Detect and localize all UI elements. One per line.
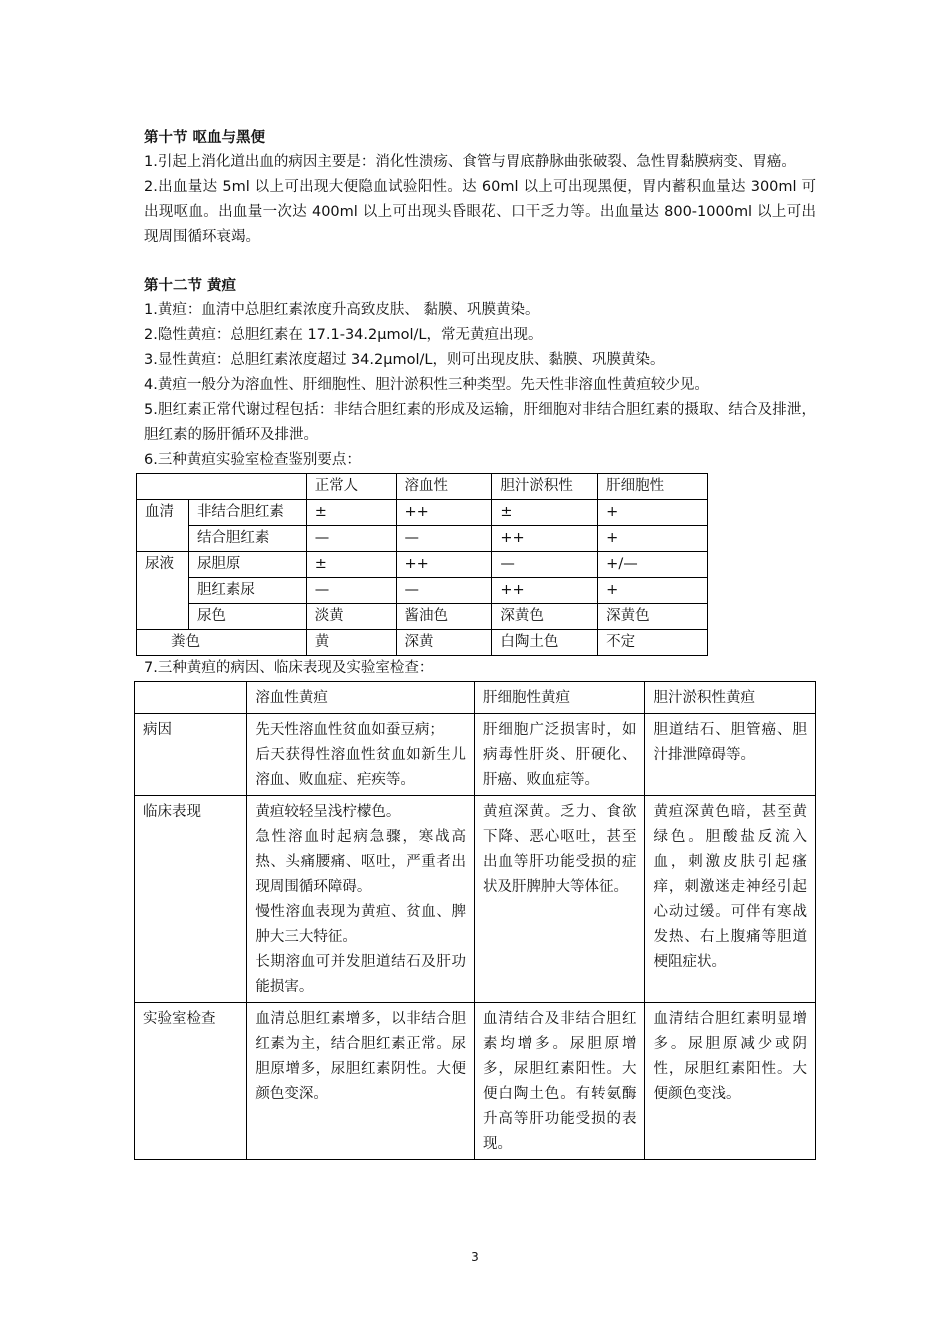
table-row bbox=[137, 630, 708, 656]
table-cell: 黄 bbox=[306, 630, 396, 656]
table-cell bbox=[247, 796, 475, 1003]
table-cell: 酱油色 bbox=[396, 604, 492, 630]
cell-line: 黄疸深黄。乏力、食欲下降、恶心呕吐，甚至出血等肝功能受损的症状及肝脾肿大等体征。 bbox=[482, 804, 637, 895]
table-header-cell: 肝细胞性 bbox=[598, 474, 708, 500]
table-cell: — bbox=[306, 526, 396, 552]
cell-line: 黄疸深黄色暗，甚至黄绿色。胆酸盐反流入血，刺激皮肤引起瘙痒，刺激迷走神经引起心动过缓。可伴有寒战发热、右上腹痛等胆道梗阻症状。 bbox=[653, 804, 807, 970]
list-item: 1.黄疸：血清中总胆红素浓度升高致皮肤、 黏膜、巩膜黄染。 bbox=[144, 302, 540, 318]
row-label: 胆红素尿 bbox=[188, 578, 306, 604]
table-row bbox=[137, 578, 708, 604]
cell-line: 血清总胆红素增多，以非结合胆红素为主，结合胆红素正常。尿胆原增多，尿胆红素阴性。大便颜色变深。 bbox=[255, 1011, 466, 1102]
table-cell bbox=[645, 714, 816, 796]
table-row bbox=[137, 500, 708, 526]
table-corner-cell bbox=[135, 682, 247, 714]
table-row bbox=[135, 1003, 816, 1160]
section-heading-12: 第十二节 黄疸 bbox=[144, 278, 237, 294]
row-label: 病因 bbox=[135, 714, 247, 796]
table-cell bbox=[645, 796, 816, 1003]
table-cell: ± bbox=[306, 552, 396, 578]
jaundice-types-table bbox=[134, 681, 816, 1160]
table-cell: +/— bbox=[598, 552, 708, 578]
section-heading-10: 第十节 呕血与黑便 bbox=[144, 130, 266, 146]
cell-line: 慢性溶血表现为黄疸、贫血、脾肿大三大特征。 bbox=[255, 904, 466, 945]
table-row bbox=[137, 604, 708, 630]
table-header-cell: 肝细胞性黄疸 bbox=[474, 682, 645, 714]
table-cell: ++ bbox=[396, 500, 492, 526]
table-cell: — bbox=[396, 526, 492, 552]
table-cell: + bbox=[598, 526, 708, 552]
list-item: 5.胆红素正常代谢过程包括：非结合胆红素的形成及运输，肝细胞对非结合胆红素的摄取、结合及排泄，胆红素的肠肝循环及排泄。 bbox=[144, 402, 816, 443]
table-header-row bbox=[135, 682, 816, 714]
lab-comparison-table bbox=[136, 473, 708, 656]
cell-line: 黄疸较轻呈浅柠檬色。 bbox=[255, 804, 401, 820]
table-cell bbox=[645, 1003, 816, 1160]
list-item: 4.黄疸一般分为溶血性、肝细胞性、胆汁淤积性三种类型。先天性非溶血性黄疸较少见。 bbox=[144, 377, 709, 393]
table-cell: 白陶土色 bbox=[492, 630, 598, 656]
table-cell bbox=[474, 714, 645, 796]
table-cell: 深黄色 bbox=[598, 604, 708, 630]
table-cell: — bbox=[492, 552, 598, 578]
table-header-cell: 溶血性黄疸 bbox=[247, 682, 475, 714]
table-header-cell: 胆汁淤积性黄疸 bbox=[645, 682, 816, 714]
list-item: 2.隐性黄疸：总胆红素在 17.1-34.2μmol/L，常无黄疸出现。 bbox=[144, 327, 543, 343]
table-row bbox=[135, 796, 816, 1003]
cell-line: 肝细胞广泛损害时，如病毒性肝炎、肝硬化、肝癌、败血症等。 bbox=[482, 722, 637, 788]
cell-line: 血清结合及非结合胆红素均增多。尿胆原增多，尿胆红素阳性。大便白陶土色。有转氨酶升高等肝功能受损的表现。 bbox=[482, 1011, 637, 1152]
cell-line: 后天获得性溶血性贫血如新生儿溶血、败血症、疟疾等。 bbox=[255, 747, 466, 788]
table-row bbox=[137, 552, 708, 578]
table-header-cell: 胆汁淤积性 bbox=[492, 474, 598, 500]
cell-line: 长期溶血可并发胆道结石及肝功能损害。 bbox=[255, 954, 466, 995]
table-cell: 淡黄 bbox=[306, 604, 396, 630]
table-cell: 不定 bbox=[598, 630, 708, 656]
table-cell: 深黄色 bbox=[492, 604, 598, 630]
cell-line: 急性溶血时起病急骤，寒战高热、头痛腰痛、呕吐，严重者出现周围循环障碍。 bbox=[255, 829, 466, 895]
row-label-stool: 粪色 bbox=[137, 630, 307, 656]
table2-caption: 7.三种黄疸的病因、临床表现及实验室检查： bbox=[144, 660, 434, 676]
paragraph-2: 2.出血量达 5ml 以上可出现大便隐血试验阳性。达 60ml 以上可出现黑便，胃内蓄积血量达 300ml 可出现呕血。出血量一次达 400ml 以上可出现头昏眼花、口干乏力等。出血量达 800-1000ml 以上可出现周围循环衰竭。 bbox=[144, 179, 816, 245]
table-header-cell: 正常人 bbox=[306, 474, 396, 500]
table-cell: + bbox=[598, 500, 708, 526]
table-cell: ++ bbox=[492, 526, 598, 552]
table-row bbox=[137, 526, 708, 552]
table-cell bbox=[247, 714, 475, 796]
table-row bbox=[135, 714, 816, 796]
table-cell bbox=[474, 1003, 645, 1160]
table1-caption: 6.三种黄疸实验室检查鉴别要点： bbox=[144, 452, 361, 468]
group-label-urine: 尿液 bbox=[137, 552, 189, 630]
cell-line: 胆道结石、胆管癌、胆汁排泄障碍等。 bbox=[653, 722, 807, 763]
table-cell bbox=[474, 796, 645, 1003]
table-cell: — bbox=[396, 578, 492, 604]
table-cell: ± bbox=[492, 500, 598, 526]
row-label: 临床表现 bbox=[135, 796, 247, 1003]
table-cell: ++ bbox=[492, 578, 598, 604]
row-label: 尿色 bbox=[188, 604, 306, 630]
cell-line: 先天性溶血性贫血如蚕豆病； bbox=[255, 722, 444, 738]
table-cell: 深黄 bbox=[396, 630, 492, 656]
paragraph-1: 1.引起上消化道出血的病因主要是：消化性溃疡、食管与胃底静脉曲张破裂、急性胃黏膜病变、胃癌。 bbox=[144, 154, 796, 170]
table-header-row bbox=[137, 474, 708, 500]
cell-line: 血清结合胆红素明显增多。尿胆原减少或阴性，尿胆红素阳性。大便颜色变浅。 bbox=[653, 1011, 807, 1102]
document-page bbox=[144, 126, 816, 1160]
table-cell bbox=[247, 1003, 475, 1160]
table-cell: ++ bbox=[396, 552, 492, 578]
list-item: 3.显性黄疸：总胆红素浓度超过 34.2μmol/L，则可出现皮肤、黏膜、巩膜黄染。 bbox=[144, 352, 665, 368]
table-corner-cell bbox=[137, 474, 307, 500]
table-cell: + bbox=[598, 578, 708, 604]
row-label: 尿胆原 bbox=[188, 552, 306, 578]
row-label: 结合胆红素 bbox=[188, 526, 306, 552]
row-label: 实验室检查 bbox=[135, 1003, 247, 1160]
table-cell: — bbox=[306, 578, 396, 604]
page-number: 3 bbox=[471, 1250, 479, 1264]
group-label-serum: 血清 bbox=[137, 500, 189, 552]
table-header-cell: 溶血性 bbox=[396, 474, 492, 500]
table-cell: ± bbox=[306, 500, 396, 526]
row-label: 非结合胆红素 bbox=[188, 500, 306, 526]
